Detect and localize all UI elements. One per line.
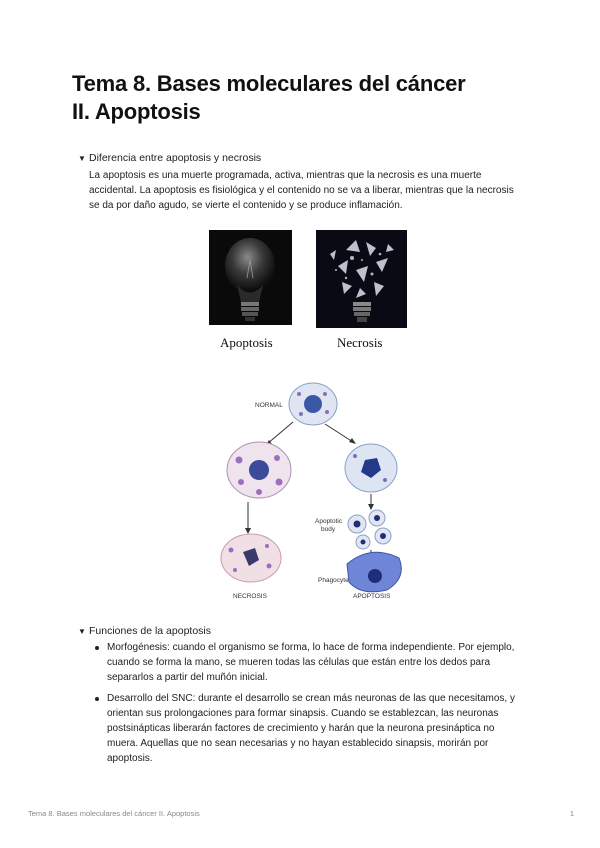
- toggle-funciones[interactable]: [78, 624, 211, 639]
- label-normal: NORMAL: [255, 402, 283, 409]
- page-footer: [28, 809, 574, 818]
- label-apoptotic-body-1: Apoptotic: [315, 518, 343, 525]
- bullet-icon: [95, 646, 99, 650]
- list-item: [89, 640, 534, 685]
- text-line: accidental. La apoptosis es fisiológica y el contenido no se va a liberar, mientras que la necrosis: [89, 185, 514, 196]
- text-line: muera. Aquellas que no sean necesarias y no hayan establecido sinapsis, morirán por: [107, 738, 489, 749]
- bulb-shattered-image: [316, 230, 407, 333]
- text-line: La apoptosis es una muerte programada, activa, mientras que la necrosis es una muerte: [89, 170, 482, 181]
- label-phagocyte: Phagocyte: [318, 577, 349, 584]
- caption-necrosis: Necrosis: [337, 335, 383, 350]
- title-line-1: Tema 8. Bases moleculares del cáncer: [72, 71, 466, 96]
- list-item: [89, 691, 534, 766]
- footer-text: Tema 8. Bases moleculares del cáncer II. Apoptosis: [28, 809, 200, 818]
- toggle-heading: Funciones de la apoptosis: [89, 625, 211, 637]
- toggle-heading: Diferencia entre apoptosis y necrosis: [89, 152, 262, 164]
- text-line: Desarrollo del SNC: durante el desarrollo se crean más neuronas de las que necesitamos, y: [107, 693, 515, 704]
- text-line: orientan sus prolongaciones para formar sinapsis. Cuando se establezcan, las neuronas: [107, 708, 499, 719]
- text-line: se da por daño agudo, se vierte el contenido y se produce inflamación.: [89, 200, 403, 211]
- page-number: 1: [569, 809, 574, 818]
- text-line: cuando se forma la mano, se mueren todas las células que están entre los dedos para: [107, 657, 491, 668]
- caption-apoptosis: Apoptosis: [220, 335, 273, 350]
- cell-death-diagram: [215, 382, 415, 609]
- label-necrosis: NECROSIS: [233, 593, 267, 600]
- text-line: postsinápticas liberarán factores de crecimiento y harán que la neurona presináptica no: [107, 723, 495, 734]
- triangle-down-icon: ▼: [78, 154, 86, 163]
- label-apoptotic-body-2: body: [321, 526, 336, 533]
- section1-paragraph: [89, 168, 529, 213]
- text-line: Morfogénesis: cuando el organismo se forma, lo hace de forma independiente. Por ejemplo,: [107, 642, 515, 653]
- functions-list: [89, 640, 534, 772]
- text-line: apoptosis.: [107, 753, 153, 764]
- label-apoptosis: APOPTOSIS: [353, 593, 391, 600]
- text-line: separarlos a partir del muñón inicial.: [107, 672, 268, 683]
- bullet-icon: [95, 697, 99, 701]
- bulb-intact-image: [209, 230, 292, 330]
- toggle-diferencia[interactable]: [78, 151, 261, 166]
- title-line-2: II. Apoptosis: [72, 99, 201, 124]
- page-title: [72, 70, 552, 126]
- triangle-down-icon: ▼: [78, 627, 86, 636]
